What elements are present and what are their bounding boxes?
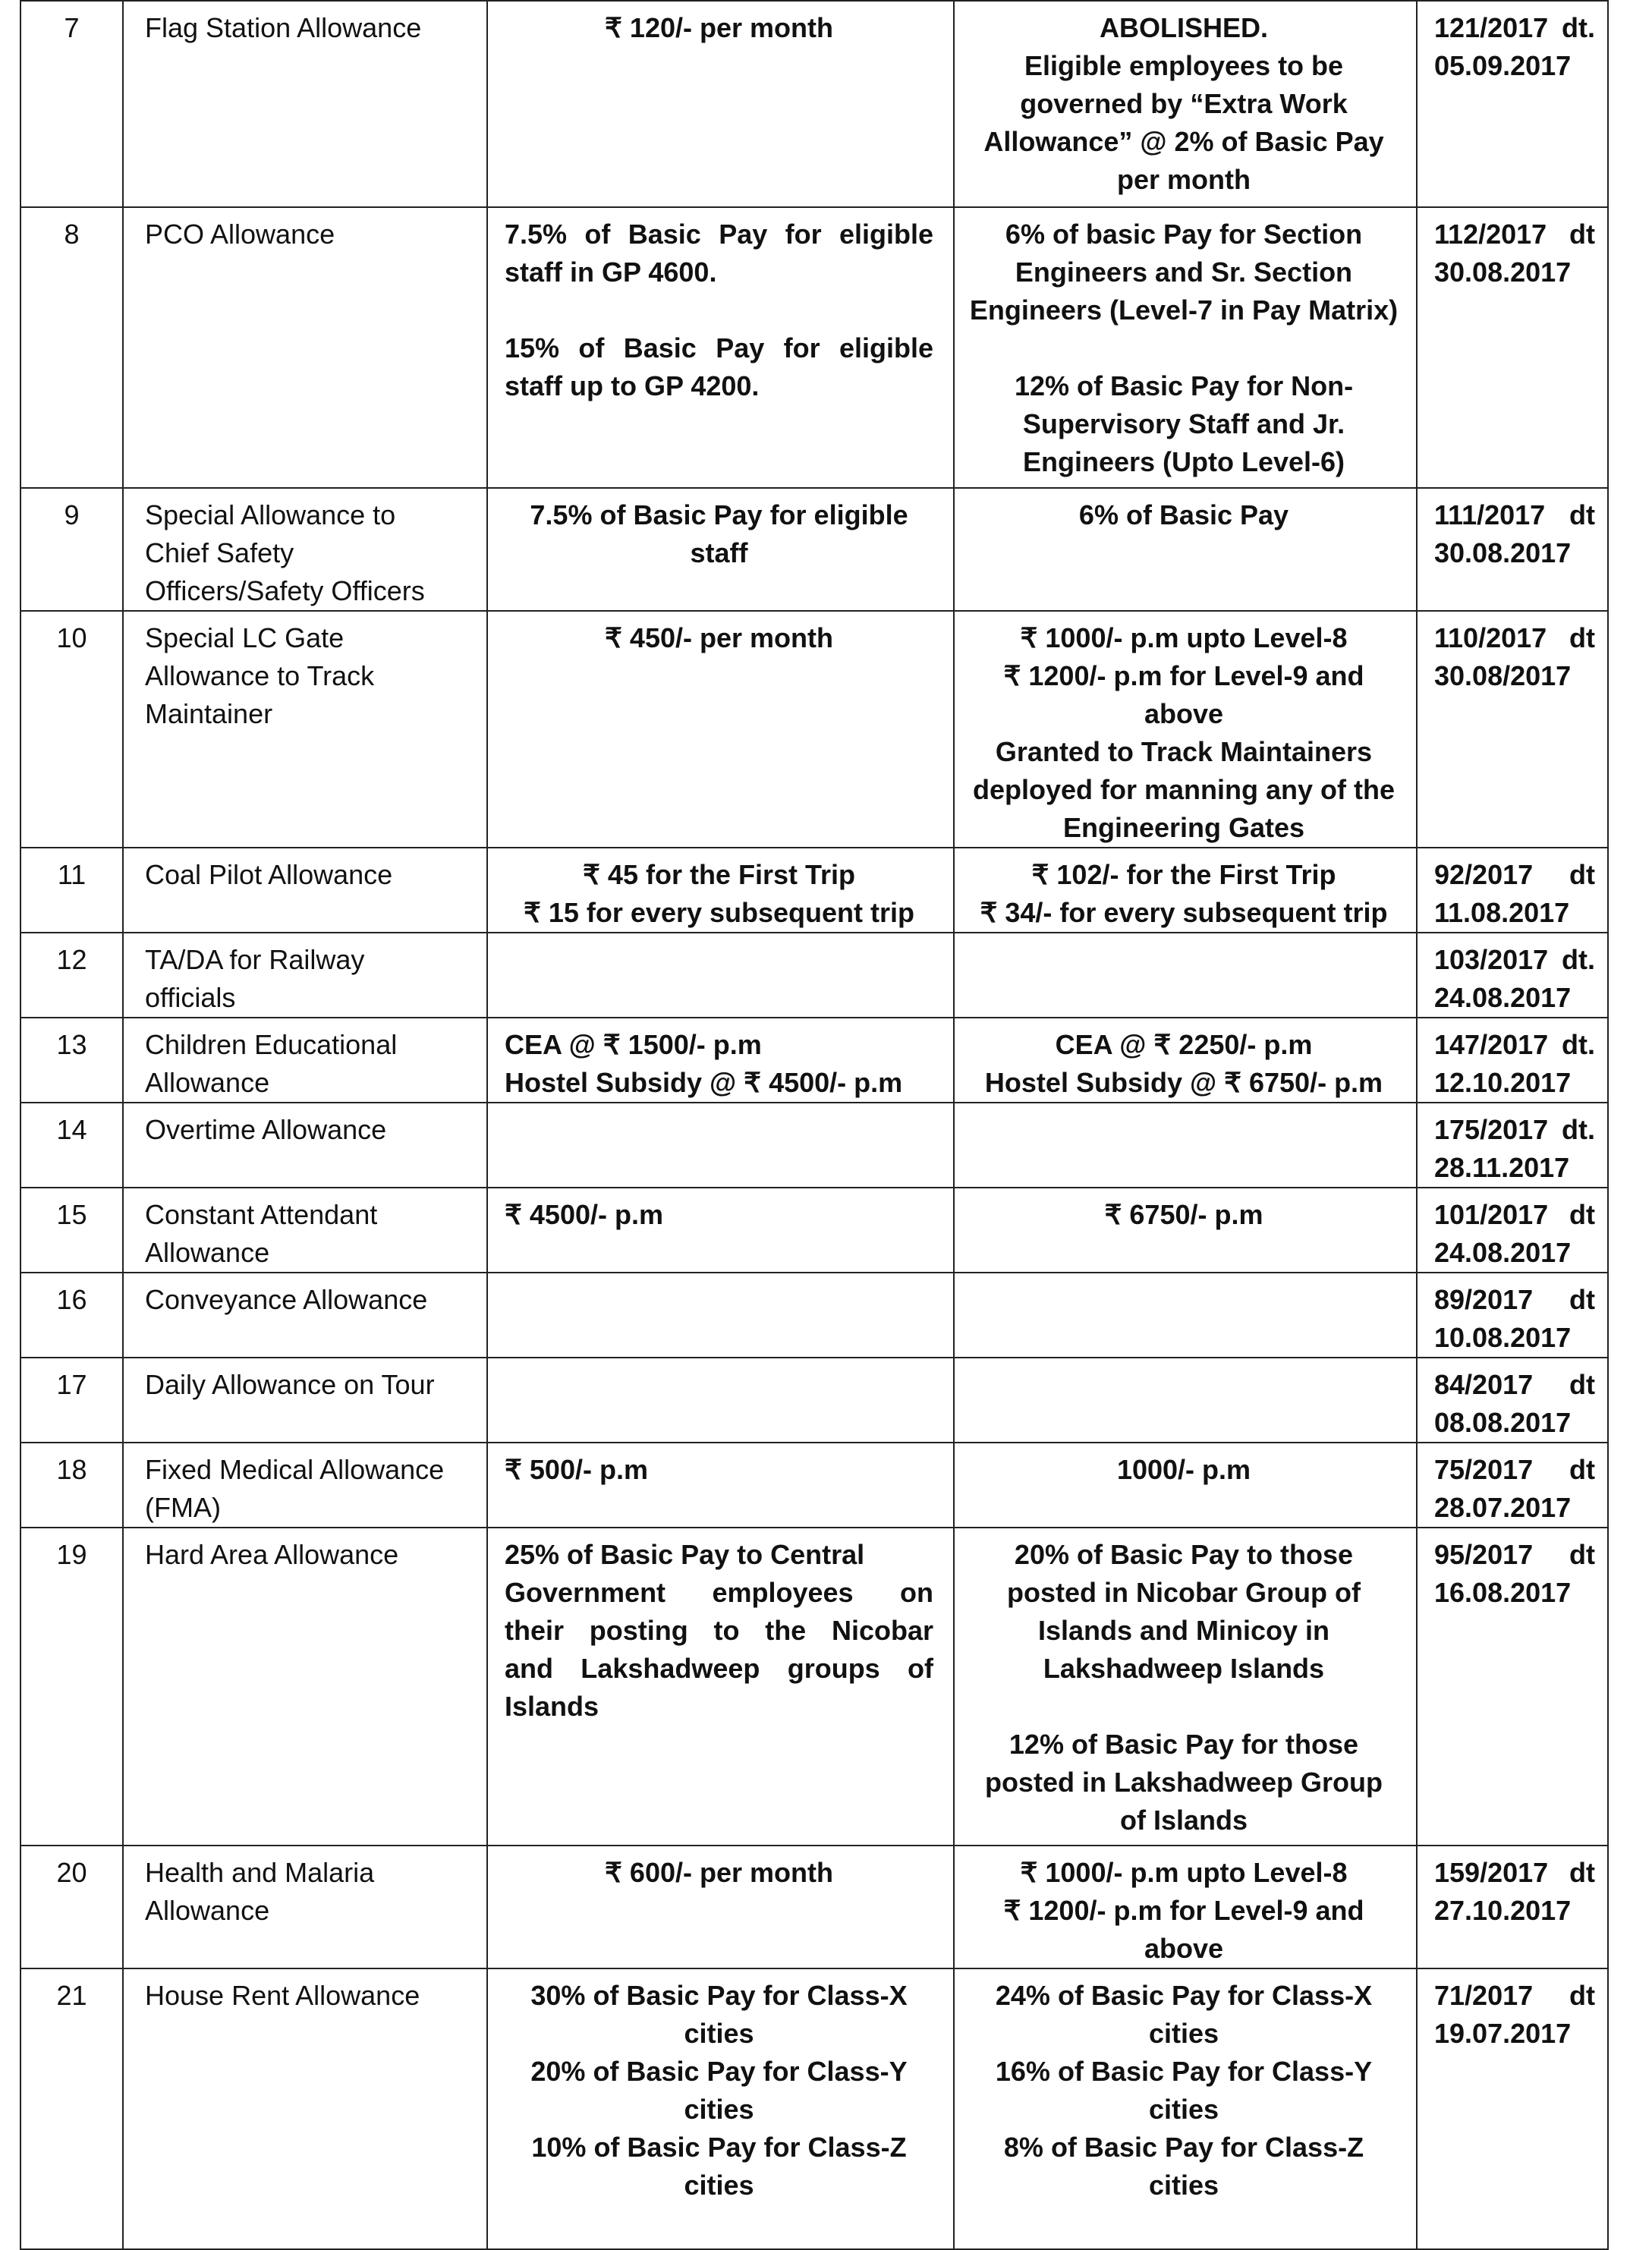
rbe-date: 30.08.2017 [1434, 537, 1572, 568]
revised-rate-cell [954, 1188, 1417, 1273]
rbe-dated-label: dt [1569, 219, 1595, 250]
rbe-number [1434, 1366, 1595, 1404]
table-row [20, 1846, 1608, 1968]
allowance-name-line: Allowance [145, 1067, 270, 1098]
rate-line: Lakshadweep Islands [1043, 1653, 1325, 1684]
rate-line: ₹ 600/- per month [605, 1857, 833, 1888]
allowance-name-line: Children Educational [145, 1029, 398, 1060]
rbe-date: 12.10.2017 [1434, 1067, 1572, 1098]
rate-line: ₹ 500/- p.m [505, 1454, 648, 1485]
table-row [20, 207, 1608, 488]
rate-line: Eligible employees to be [1024, 50, 1344, 81]
allowance-name-cell [123, 1846, 487, 1968]
pre-revised-rate-cell [487, 1443, 954, 1528]
rate-line: 1000/- p.m [1116, 1454, 1251, 1485]
rbe-number [1434, 1977, 1595, 2015]
rate-line: staff in GP 4600. [505, 256, 717, 288]
rate-line: 6% of Basic Pay [1078, 499, 1289, 530]
rbe-number [1434, 1281, 1595, 1319]
revised-rate-cell [954, 1358, 1417, 1443]
rate-line: 10% of Basic Pay for Class-Z [531, 2132, 907, 2163]
rbe-reference-cell [1417, 488, 1608, 611]
table-row [20, 1018, 1608, 1103]
rbe-number-value: 159/2017 [1434, 1857, 1549, 1888]
rate-line: ₹ 1200/- p.m for Level-9 and [1003, 660, 1364, 691]
rate-line: 7.5% of Basic Pay for eligible [530, 499, 908, 530]
rbe-reference-cell [1417, 207, 1608, 488]
rbe-number [1434, 1451, 1595, 1489]
rbe-date: 16.08.2017 [1434, 1577, 1572, 1608]
rate-line: of Islands [1119, 1805, 1248, 1836]
revised-rate-cell [954, 1018, 1417, 1103]
rbe-date: 11.08.2017 [1434, 897, 1570, 928]
rbe-reference-cell [1417, 1103, 1608, 1188]
rate-line: 20% of Basic Pay to those [1014, 1539, 1354, 1570]
rbe-dated-label: dt [1569, 622, 1595, 653]
rbe-date: 05.09.2017 [1434, 50, 1572, 81]
allowance-name-cell [123, 1, 487, 207]
serial-number-cell: 7 [20, 1, 123, 207]
rbe-reference-cell [1417, 1528, 1608, 1846]
rate-line: governed by “Extra Work [1020, 88, 1348, 119]
rate-line: above [1144, 698, 1224, 729]
rbe-number-value: 84/2017 [1434, 1369, 1534, 1400]
revised-rate-cell [954, 207, 1417, 488]
serial-number-cell: 15 [20, 1188, 123, 1273]
allowance-name-cell [123, 1188, 487, 1273]
rbe-dated-label: dt [1569, 499, 1595, 530]
rate-line: 12% of Basic Pay for those [1009, 1729, 1359, 1760]
table-row [20, 933, 1608, 1018]
rbe-date: 19.07.2017 [1434, 2018, 1572, 2049]
allowance-name-cell [123, 207, 487, 488]
rbe-date: 30.08.2017 [1434, 256, 1572, 288]
rbe-reference-cell [1417, 1846, 1608, 1968]
rate-line: CEA @ ₹ 1500/- p.m [505, 1029, 762, 1060]
serial-number-cell: 9 [20, 488, 123, 611]
rate-line [968, 329, 1399, 367]
rate-line: Granted to Track Maintainers [995, 736, 1373, 767]
rbe-number-value: 175/2017 [1434, 1114, 1549, 1145]
rbe-dated-label: dt [1569, 1454, 1595, 1485]
rbe-reference-cell [1417, 1018, 1608, 1103]
rate-line: ₹ 102/- for the First Trip [1031, 859, 1336, 890]
rate-line: ₹ 4500/- p.m [505, 1199, 663, 1230]
serial-number-cell: 10 [20, 611, 123, 848]
rbe-date: 08.08.2017 [1434, 1407, 1572, 1438]
rate-line: ₹ 450/- per month [605, 622, 833, 653]
revised-rate-cell [954, 1528, 1417, 1846]
rbe-dated-label: dt [1569, 1980, 1595, 2011]
serial-number-cell: 12 [20, 933, 123, 1018]
allowance-name-line: Allowance [145, 1895, 270, 1926]
rbe-dated-label: dt [1569, 1199, 1595, 1230]
table-body [20, 1, 1608, 2249]
rate-line: cities [684, 2170, 754, 2201]
rbe-reference-cell [1417, 1968, 1608, 2249]
rbe-number [1434, 1111, 1595, 1149]
rate-line: Engineers (Upto Level-6) [1022, 446, 1345, 477]
rbe-number [1434, 1536, 1595, 1574]
allowance-name-line: Conveyance Allowance [145, 1284, 428, 1315]
table-row [20, 1968, 1608, 2249]
rbe-date: 28.11.2017 [1434, 1152, 1570, 1183]
allowance-name-cell [123, 1273, 487, 1358]
allowance-name-cell [123, 933, 487, 1018]
rbe-number-value: 110/2017 [1434, 622, 1547, 653]
rate-line: cities [1148, 2094, 1219, 2125]
serial-number-cell: 16 [20, 1273, 123, 1358]
allowance-name-cell [123, 1968, 487, 2249]
rbe-number-value: 71/2017 [1434, 1980, 1534, 2011]
rate-line: cities [684, 2094, 754, 2125]
allowance-name-line: Chief Safety [145, 537, 294, 568]
rate-line: 12% of Basic Pay for Non- [1014, 370, 1354, 401]
serial-number-cell: 20 [20, 1846, 123, 1968]
serial-number-cell: 8 [20, 207, 123, 488]
allowance-name-line: Officers/Safety Officers [145, 575, 425, 606]
rbe-dated-label: dt [1569, 1857, 1595, 1888]
revised-rate-cell [954, 1846, 1417, 1968]
rbe-number [1434, 619, 1595, 657]
pre-revised-rate-cell [487, 848, 954, 933]
rate-line: per month [1117, 164, 1251, 195]
rate-line: 25% of Basic Pay to Central [505, 1539, 865, 1570]
rate-line: ₹ 45 for the First Trip [583, 859, 855, 890]
rbe-reference-cell [1417, 1, 1608, 207]
pre-revised-rate-cell [487, 611, 954, 848]
pre-revised-rate-cell [487, 1358, 954, 1443]
rate-line: Government employees on [505, 1577, 933, 1608]
revised-rate-cell [954, 1103, 1417, 1188]
rate-line: cities [684, 2018, 754, 2049]
rate-line: ₹ 1000/- p.m upto Level-8 [1020, 1857, 1348, 1888]
allowance-name-line: Allowance [145, 1237, 270, 1268]
rate-line [505, 291, 933, 329]
allowance-name-line: Special Allowance to [145, 499, 396, 530]
rbe-reference-cell [1417, 1188, 1608, 1273]
rate-line: ₹ 34/- for every subsequent trip [980, 897, 1388, 928]
revised-rate-cell [954, 933, 1417, 1018]
pre-revised-rate-cell [487, 1528, 954, 1846]
rbe-number [1434, 216, 1595, 253]
rbe-date: 28.07.2017 [1434, 1492, 1572, 1523]
revised-rate-cell [954, 488, 1417, 611]
rbe-number [1434, 496, 1595, 534]
serial-number-cell: 11 [20, 848, 123, 933]
rbe-dated-label: dt. [1562, 944, 1595, 975]
serial-number-cell: 19 [20, 1528, 123, 1846]
rbe-dated-label: dt [1569, 859, 1595, 890]
rate-line: posted in Lakshadweep Group [984, 1767, 1383, 1798]
pre-revised-rate-cell [487, 1846, 954, 1968]
rate-line: 8% of Basic Pay for Class-Z cities [1003, 2132, 1364, 2201]
table-row [20, 488, 1608, 611]
allowance-name-line: Daily Allowance on Tour [145, 1369, 435, 1400]
table-row [20, 1443, 1608, 1528]
rate-line: posted in Nicobar Group of [1007, 1577, 1361, 1608]
allowance-name-line: Special LC Gate [145, 622, 345, 653]
rbe-reference-cell [1417, 933, 1608, 1018]
revised-rate-cell [954, 611, 1417, 848]
table-row [20, 1103, 1608, 1188]
rate-line: Islands [505, 1691, 599, 1722]
table-row [20, 1528, 1608, 1846]
rbe-reference-cell [1417, 1443, 1608, 1528]
allowance-name-line: House Rent Allowance [145, 1980, 420, 2011]
rbe-number [1434, 1196, 1595, 1234]
table-row [20, 1, 1608, 207]
rbe-number-value: 75/2017 [1434, 1454, 1534, 1485]
rbe-number [1434, 856, 1595, 894]
allowance-name-line: Fixed Medical Allowance [145, 1454, 445, 1485]
rate-line: deployed for manning any of the [972, 774, 1396, 805]
allowance-name-cell [123, 1018, 487, 1103]
table-row [20, 848, 1608, 933]
table-row [20, 611, 1608, 848]
rate-line: 6% of basic Pay for Section [1005, 219, 1363, 250]
pre-revised-rate-cell [487, 933, 954, 1018]
rate-line: ABOLISHED. [1099, 12, 1268, 43]
allowance-name-cell [123, 1528, 487, 1846]
pre-revised-rate-cell [487, 488, 954, 611]
rbe-number [1434, 9, 1595, 47]
allowance-name-line: TA/DA for Railway [145, 944, 365, 975]
rate-line: cities [1148, 2018, 1219, 2049]
rate-line: ₹ 1000/- p.m upto Level-8 [1020, 622, 1348, 653]
allowance-name-line: Constant Attendant [145, 1199, 378, 1230]
rbe-date: 30.08/2017 [1434, 660, 1572, 691]
rbe-date: 24.08.2017 [1434, 982, 1572, 1013]
revised-rate-cell [954, 1443, 1417, 1528]
allowance-name-line: Hard Area Allowance [145, 1539, 399, 1570]
allowance-name-line: officials [145, 982, 236, 1013]
pre-revised-rate-cell [487, 1188, 954, 1273]
rbe-reference-cell [1417, 848, 1608, 933]
allowance-name-line: (FMA) [145, 1492, 221, 1523]
rbe-number-value: 95/2017 [1434, 1539, 1534, 1570]
allowance-name-line: PCO Allowance [145, 219, 335, 250]
rbe-number [1434, 1854, 1595, 1892]
rate-line: Engineering Gates [1062, 812, 1305, 843]
rbe-number [1434, 1026, 1595, 1064]
rate-line: 20% of Basic Pay for Class-Y [530, 2056, 908, 2087]
rbe-dated-label: dt [1569, 1369, 1595, 1400]
pre-revised-rate-cell [487, 1968, 954, 2249]
rbe-number-value: 112/2017 [1434, 219, 1547, 250]
rate-line: their posting to the Nicobar [505, 1615, 933, 1646]
allowance-name-line: Health and Malaria [145, 1857, 375, 1888]
allowance-name-cell [123, 848, 487, 933]
rbe-date: 27.10.2017 [1434, 1895, 1572, 1926]
pre-revised-rate-cell [487, 1103, 954, 1188]
rate-line: Islands and Minicoy in [1037, 1615, 1330, 1646]
serial-number-cell: 21 [20, 1968, 123, 2249]
pre-revised-rate-cell [487, 1, 954, 207]
rate-line: Engineers and Sr. Section [1015, 256, 1353, 288]
rbe-reference-cell [1417, 611, 1608, 848]
rate-line: ₹ 120/- per month [605, 12, 833, 43]
rate-line: ₹ 1200/- p.m for Level-9 and [1003, 1895, 1364, 1926]
rbe-dated-label: dt [1569, 1539, 1595, 1570]
rate-line: staff [690, 537, 748, 568]
allowance-name-line: Maintainer [145, 698, 273, 729]
rate-line: CEA @ ₹ 2250/- p.m [1055, 1029, 1313, 1060]
rate-line: 16% of Basic Pay for Class-Y [995, 2056, 1373, 2087]
rate-line [968, 1688, 1399, 1726]
rate-line: and Lakshadweep groups of [505, 1653, 933, 1684]
serial-number-cell: 18 [20, 1443, 123, 1528]
rbe-dated-label: dt. [1562, 1029, 1595, 1060]
table-row [20, 1188, 1608, 1273]
rate-line: Hostel Subsidy @ ₹ 6750/- p.m [984, 1067, 1383, 1098]
rate-line: 30% of Basic Pay for Class-X [530, 1980, 908, 2011]
allowance-name-cell [123, 488, 487, 611]
rbe-dated-label: dt. [1562, 1114, 1595, 1145]
rate-line: 24% of Basic Pay for Class-X [995, 1980, 1373, 2011]
rbe-dated-label: dt. [1562, 12, 1595, 43]
allowance-name-line: Coal Pilot Allowance [145, 859, 393, 890]
rbe-number-value: 89/2017 [1434, 1284, 1534, 1315]
rbe-number-value: 103/2017 [1434, 944, 1549, 975]
rbe-date: 24.08.2017 [1434, 1237, 1572, 1268]
rate-line: staff up to GP 4200. [505, 370, 760, 401]
rbe-dated-label: dt [1569, 1284, 1595, 1315]
rate-line: Hostel Subsidy @ ₹ 4500/- p.m [505, 1067, 903, 1098]
allowance-name-line: Flag Station Allowance [145, 12, 422, 43]
rbe-number-value: 111/2017 [1434, 499, 1546, 530]
rate-line: ₹ 6750/- p.m [1104, 1199, 1263, 1230]
rbe-date: 10.08.2017 [1434, 1322, 1572, 1353]
rate-line: ₹ 15 for every subsequent trip [523, 897, 915, 928]
rate-line: Supervisory Staff and Jr. [1022, 408, 1345, 439]
pre-revised-rate-cell [487, 207, 954, 488]
serial-number-cell: 14 [20, 1103, 123, 1188]
pre-revised-rate-cell [487, 1018, 954, 1103]
rate-line: Allowance” @ 2% of Basic Pay [983, 126, 1384, 157]
revised-rate-cell [954, 848, 1417, 933]
table-row [20, 1358, 1608, 1443]
allowance-name-cell [123, 1358, 487, 1443]
rbe-reference-cell [1417, 1273, 1608, 1358]
rbe-number [1434, 941, 1595, 979]
revised-rate-cell [954, 1968, 1417, 2249]
allowance-name-cell [123, 611, 487, 848]
rbe-number-value: 101/2017 [1434, 1199, 1549, 1230]
serial-number-cell: 13 [20, 1018, 123, 1103]
allowance-name-cell [123, 1443, 487, 1528]
rate-line: above [1144, 1933, 1224, 1964]
table-row [20, 1273, 1608, 1358]
allowance-name-line: Allowance to Track [145, 660, 375, 691]
revised-rate-cell [954, 1273, 1417, 1358]
rbe-number-value: 92/2017 [1434, 859, 1534, 890]
revised-rate-cell [954, 1, 1417, 207]
rbe-number-value: 121/2017 [1434, 12, 1549, 43]
rbe-number-value: 147/2017 [1434, 1029, 1549, 1060]
rate-line: 7.5% of Basic Pay for eligible [505, 219, 933, 250]
rbe-reference-cell [1417, 1358, 1608, 1443]
serial-number-cell: 17 [20, 1358, 123, 1443]
allowance-name-cell [123, 1103, 487, 1188]
rate-line: Engineers (Level-7 in Pay Matrix) [969, 294, 1399, 326]
rate-line: 15% of Basic Pay for eligible [505, 332, 933, 363]
allowance-revision-table [20, 0, 1609, 2250]
allowance-name-line: Overtime Allowance [145, 1114, 387, 1145]
pre-revised-rate-cell [487, 1273, 954, 1358]
